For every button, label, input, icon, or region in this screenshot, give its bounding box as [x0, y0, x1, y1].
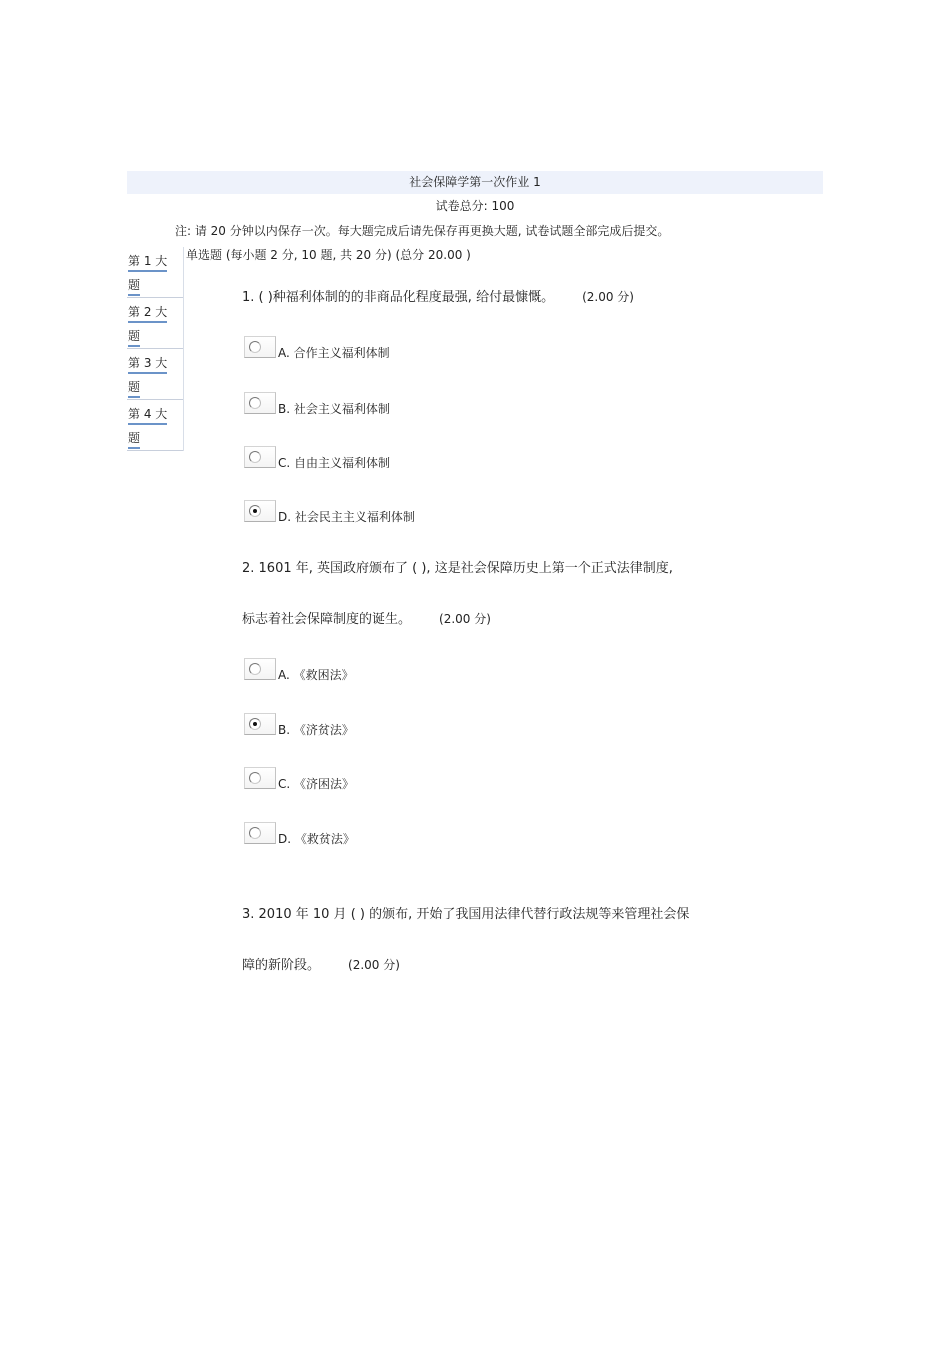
radio-button[interactable] — [244, 658, 276, 680]
sidebar-item-label: 第 4 大 — [128, 405, 167, 425]
radio-button[interactable] — [244, 446, 276, 468]
question-2-text: 2. 1601 年, 英国政府颁布了 ( ), 这是社会保障历史上第一个正式法律制度, — [242, 561, 673, 576]
question-3-text: 3. 2010 年 10 月 ( ) 的颁布, 开始了我国用法律代替行政法规等来管理社会保 — [242, 907, 690, 922]
question-3-text-line2 — [242, 956, 400, 975]
radio-button[interactable] — [244, 822, 276, 844]
option-label: A. 《救困法》 — [278, 668, 354, 682]
sidebar-item-section-3[interactable] — [127, 349, 183, 400]
sidebar-item-label: 第 1 大 — [128, 252, 167, 272]
radio-circle-icon — [249, 827, 261, 839]
radio-checked-icon — [249, 505, 261, 517]
question-1-text — [242, 288, 634, 307]
total-score: 试卷总分: 100 — [435, 199, 515, 213]
radio-circle-icon — [249, 397, 261, 409]
option-label: D. 社会民主主义福利体制 — [278, 510, 415, 524]
radio-circle-icon — [249, 772, 261, 784]
radio-circle-icon — [249, 451, 261, 463]
radio-circle-icon — [249, 663, 261, 675]
option-label: B. 《济贫法》 — [278, 723, 354, 737]
sidebar-item-label: 题 — [128, 378, 140, 398]
sidebar-item-label: 第 2 大 — [128, 303, 167, 323]
radio-button[interactable] — [244, 392, 276, 414]
question-2-text-line2 — [242, 610, 491, 629]
radio-button[interactable] — [244, 500, 276, 522]
save-note: 注: 请 20 分钟以内保存一次。每大题完成后请先保存再更换大题, 试卷试题全部完成后提交。 — [175, 224, 670, 238]
option-label: C. 《济困法》 — [278, 777, 355, 791]
question-text: 障的新阶段。 — [242, 958, 321, 973]
exam-title: 社会保障学第一次作业 1 — [127, 171, 823, 194]
question-text: 1. ( )种福利体制的的非商品化程度最强, 给付最慷慨。 — [242, 290, 555, 305]
section-title: 单选题 (每小题 2 分, 10 题, 共 20 分) (总分 20.00 ) — [186, 248, 471, 262]
sidebar-item-label: 第 3 大 — [128, 354, 167, 374]
radio-circle-icon — [249, 341, 261, 353]
option-label: B. 社会主义福利体制 — [278, 402, 390, 416]
question-text: 标志着社会保障制度的诞生。 — [242, 612, 412, 627]
option-label: C. 自由主义福利体制 — [278, 456, 391, 470]
option-label: D. 《救贫法》 — [278, 832, 355, 846]
question-score: (2.00 分) — [348, 958, 400, 972]
radio-checked-icon — [249, 718, 261, 730]
sidebar-item-label: 题 — [128, 276, 140, 296]
question-score: (2.00 分) — [439, 612, 491, 626]
radio-button[interactable] — [244, 336, 276, 358]
radio-button[interactable] — [244, 713, 276, 735]
radio-button[interactable] — [244, 767, 276, 789]
option-label: A. 合作主义福利体制 — [278, 346, 390, 360]
sidebar-item-section-1[interactable] — [127, 247, 183, 298]
section-sidebar — [127, 247, 184, 451]
question-score: (2.00 分) — [582, 290, 634, 304]
sidebar-item-label: 题 — [128, 327, 140, 347]
sidebar-item-section-2[interactable] — [127, 298, 183, 349]
sidebar-item-section-4[interactable] — [127, 400, 183, 451]
sidebar-item-label: 题 — [128, 429, 140, 449]
